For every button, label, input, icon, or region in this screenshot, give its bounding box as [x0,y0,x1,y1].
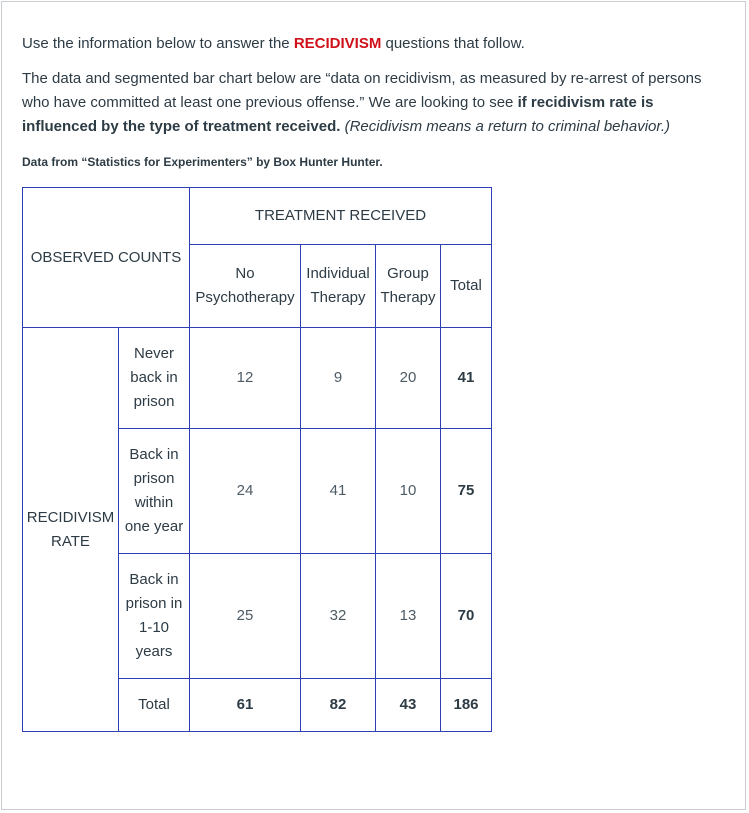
description-paragraph [22,67,732,139]
row-total-cell: 75 [441,429,492,554]
column-total-cell: 61 [190,679,301,732]
row-label: Never back in prison [119,328,190,429]
description-text: The data and segmented bar chart below are “data on recidivism, as measured by re-arrest of persons who have committed at least one previous offense.” We are looking to see [22,70,702,111]
observed-counts-header: OBSERVED COUNTS [23,188,190,328]
data-source: Data from “Statistics for Experimenters” by Box Hunter Hunter. [22,155,383,169]
observed-counts-table [22,187,492,732]
recidivism-keyword: RECIDIVISM [293,35,382,52]
question-text [22,32,732,185]
instruction-suffix: questions that follow. [381,35,525,52]
column-total-cell: 82 [301,679,376,732]
description-note: (Recidivism means a return to criminal behavior.) [344,118,670,135]
table-cell: 25 [190,554,301,679]
row-label: Back in prison in 1-10 years [119,554,190,679]
description-period: . [336,118,345,135]
row-label: Back in prison within one year [119,429,190,554]
table-cell: 41 [301,429,376,554]
table-cell: 9 [301,328,376,429]
table-cell: 12 [190,328,301,429]
total-row-label: Total [119,679,190,732]
column-header: No Psychotherapy [190,245,301,328]
description-emphasis: if recidivism rate is influenced by the type of treatment received [22,94,654,135]
grand-total-cell: 186 [441,679,492,732]
column-header: Individual Therapy [301,245,376,328]
table-cell: 32 [301,554,376,679]
column-header: Total [441,245,492,328]
column-header: Group Therapy [376,245,441,328]
table-cell: 20 [376,328,441,429]
recidivism-rate-header: RECIDIVISM RATE [23,328,119,732]
table-cell: 10 [376,429,441,554]
instruction-prefix: Use the information below to answer the [22,35,294,52]
table-cell: 13 [376,554,441,679]
instruction-line [22,32,732,56]
column-total-cell: 43 [376,679,441,732]
table-cell: 24 [190,429,301,554]
row-total-cell: 41 [441,328,492,429]
row-total-cell: 70 [441,554,492,679]
treatment-received-header: TREATMENT RECEIVED [190,188,492,245]
